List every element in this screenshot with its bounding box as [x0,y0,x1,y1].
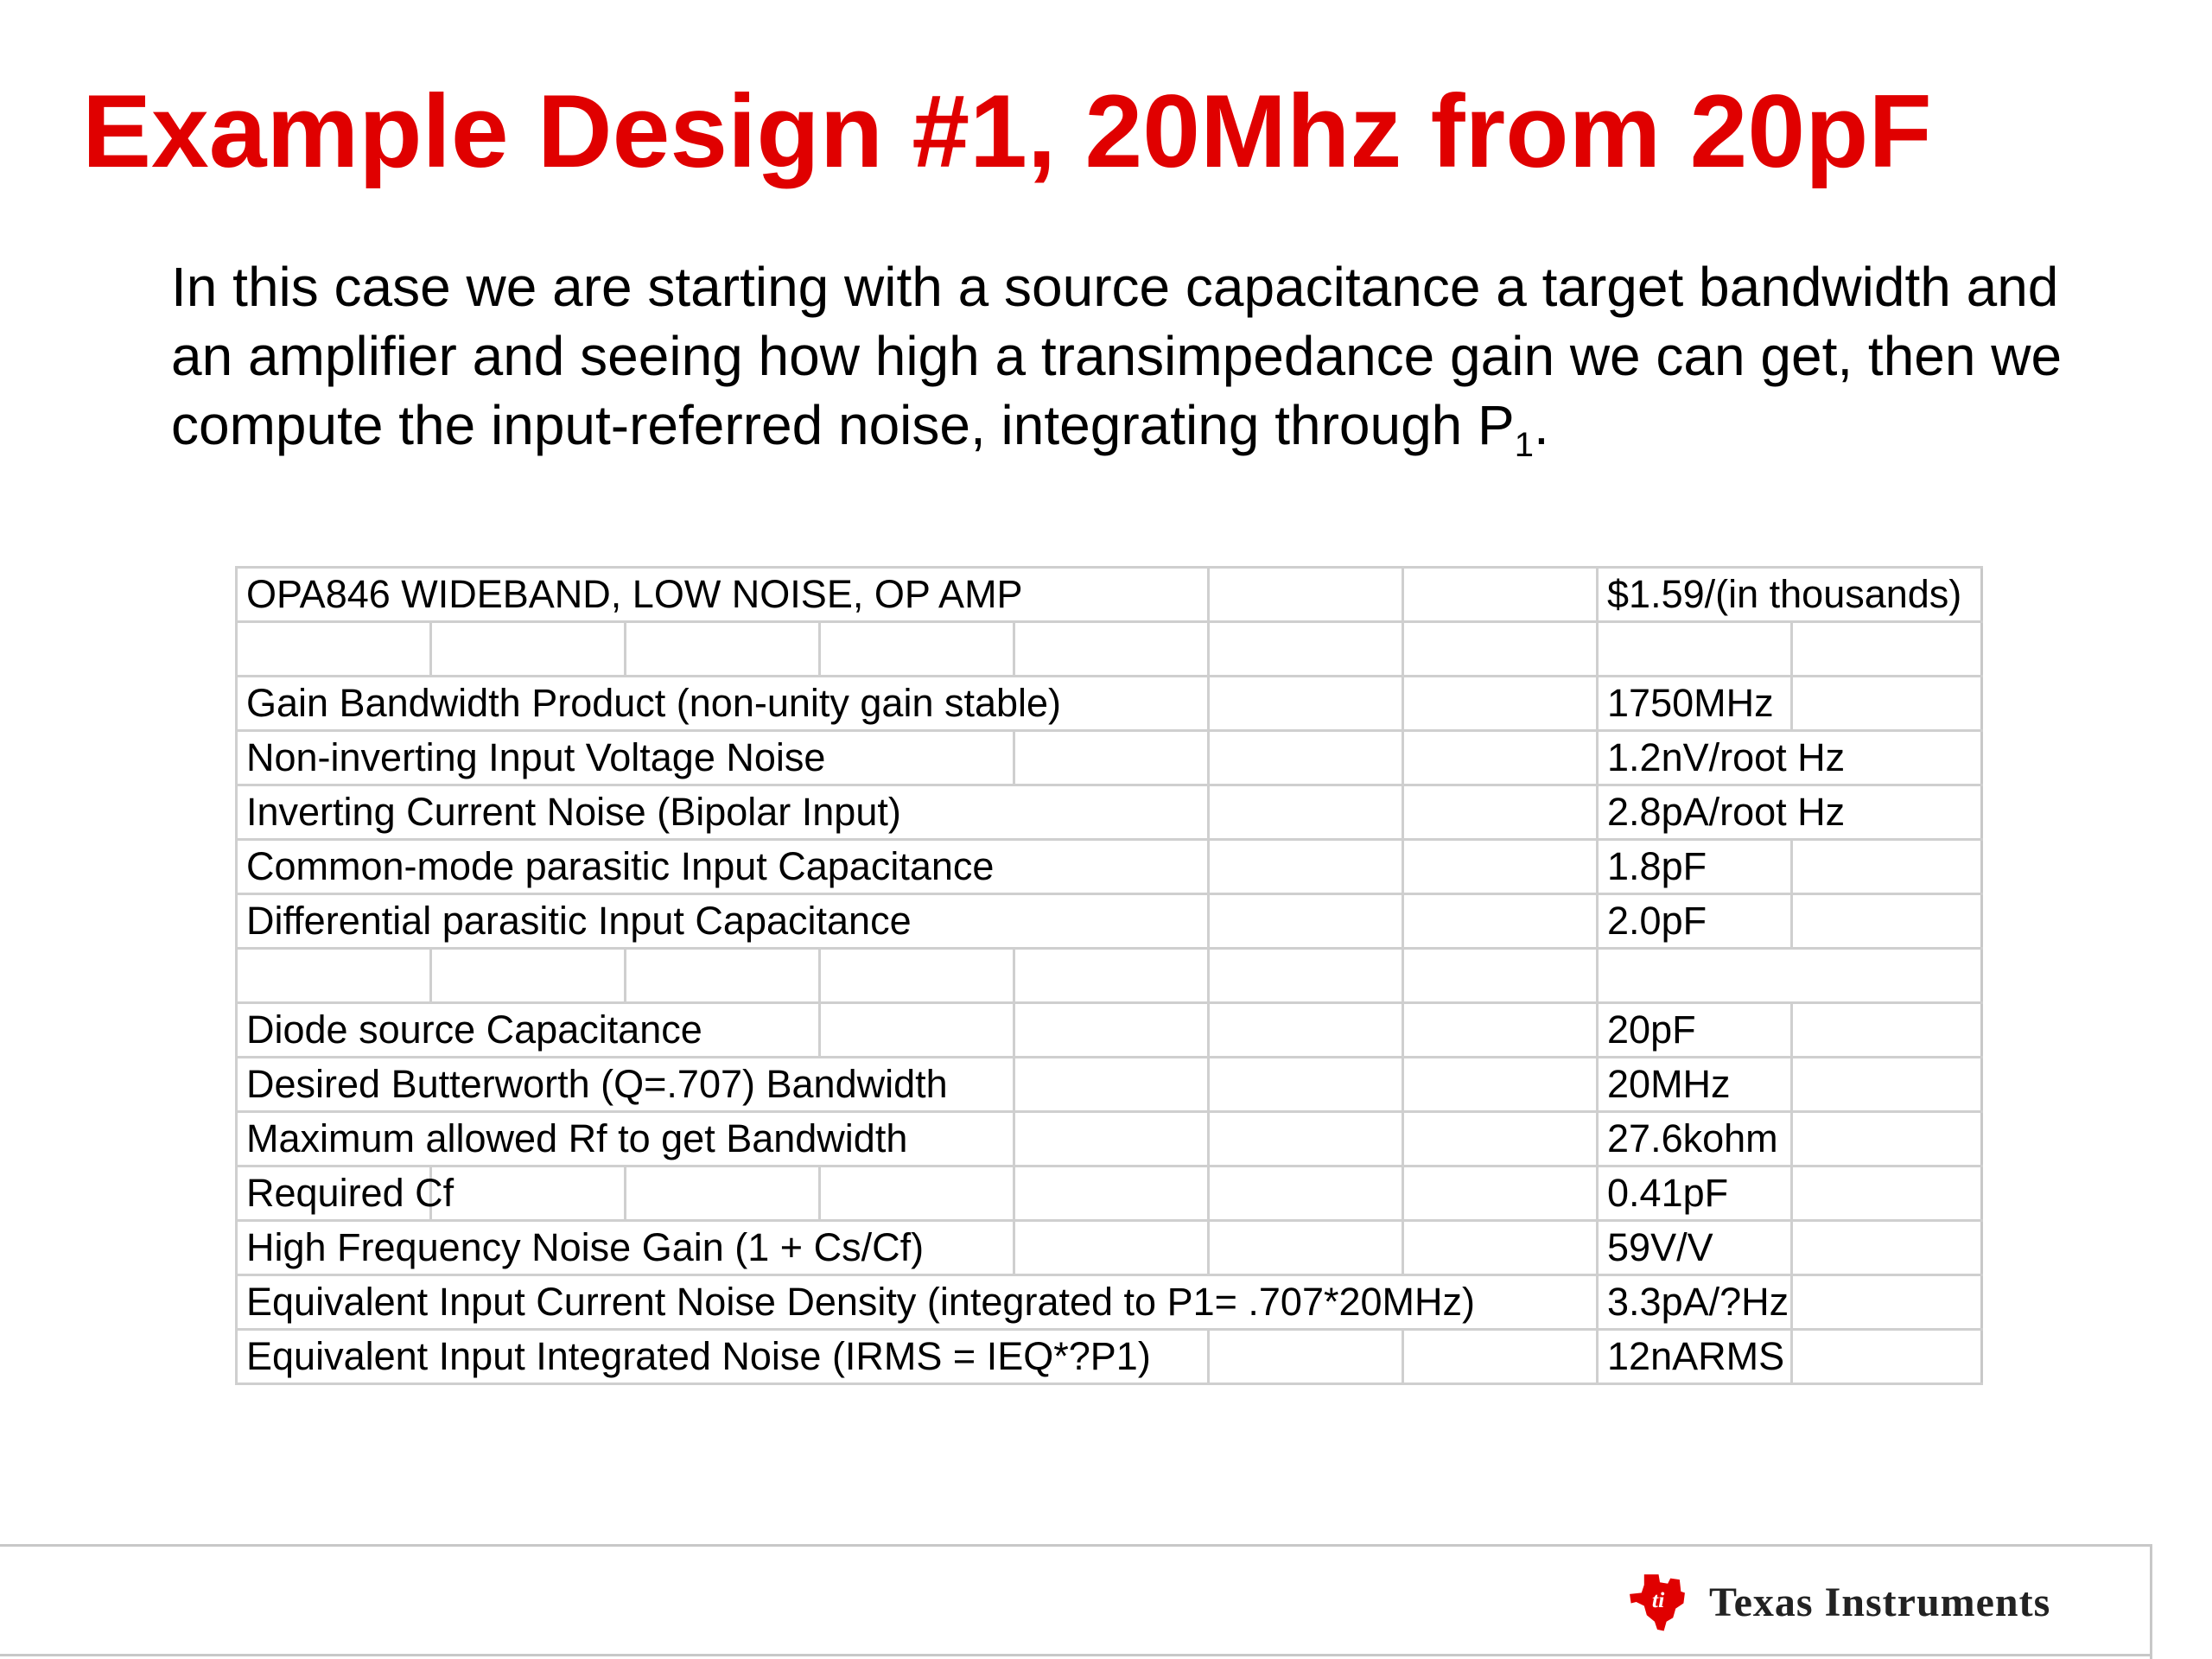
row-value: $1.59/(in thousands) [1598,568,1982,622]
row-label: OPA846 WIDEBAND, LOW NOISE, OP AMP [237,568,1209,622]
row-label: Equivalent Input Integrated Noise (IRMS = IEQ*?P1) [237,1330,1209,1384]
row-value: 2.0pF [1598,894,1792,949]
table-row [237,785,1982,840]
row-label: Desired Butterworth (Q=.707) Bandwidth [237,1058,1014,1112]
row-value: 1750MHz [1598,677,1792,731]
table-row [237,894,1982,949]
table-row [237,677,1982,731]
table-row [237,622,1982,677]
row-label: Differential parasitic Input Capacitance [237,894,1209,949]
table-row [237,1221,1982,1275]
ti-logo [1624,1569,2050,1635]
intro-subscript: 1 [1514,425,1534,464]
row-value: 1.8pF [1598,840,1792,894]
row-value: 1.2nV/root Hz [1598,731,1982,785]
svg-text:ti: ti [1651,1587,1665,1613]
intro-text: In this case we are starting with a source capacitance a target bandwidth and an amplifier and seeing how high a transimpedance gain we can get, then we compute the input-referred noise, integrating through P [171,256,2063,456]
footer-divider [0,1544,2152,1547]
row-label: Common-mode parasitic Input Capacitance [237,840,1209,894]
table-row [237,1330,1982,1384]
row-value: 2.8pA/root Hz [1598,785,1982,840]
table-row [237,1275,1982,1330]
table-row [237,731,1982,785]
row-value: 59V/V [1598,1221,1792,1275]
row-label: High Frequency Noise Gain (1 + Cs/Cf) [237,1221,1014,1275]
row-value: 20MHz [1598,1058,1792,1112]
row-value [1598,949,1982,1003]
row-value: 0.41pF [1598,1166,1792,1221]
row-label: Gain Bandwidth Product (non-unity gain stable) [237,677,1209,731]
row-label: Diode source Capacitance [237,1003,820,1058]
row-label: Non-inverting Input Voltage Noise [237,731,1014,785]
table-row [237,840,1982,894]
table-row [237,568,1982,622]
footer-divider-right [2150,1544,2152,1659]
table-row [237,949,1982,1003]
row-value: 12nARMS [1598,1330,1792,1384]
ti-brand-wordmark: Texas Instruments [1709,1579,2051,1625]
spec-table [235,566,1983,1385]
slide-title: Example Design #1, 20Mhz from 20pF [82,73,1932,189]
ti-state-logo-icon [1624,1569,1690,1635]
row-label: Maximum allowed Rf to get Bandwidth [237,1112,1014,1166]
table-row [237,1058,1982,1112]
row-value: 27.6kohm [1598,1112,1792,1166]
row-label: Required Cf [237,1166,431,1221]
row-value: 20pF [1598,1003,1792,1058]
table-row [237,1166,1982,1221]
table-row [237,1112,1982,1166]
row-label: Inverting Current Noise (Bipolar Input) [237,785,1209,840]
intro-paragraph [171,252,2115,464]
row-value: 3.3pA/?Hz [1598,1275,1792,1330]
row-value [1598,622,1792,677]
table-row [237,1003,1982,1058]
row-label: Equivalent Input Current Noise Density (integrated to P1= .707*20MHz) [237,1275,1598,1330]
intro-period: . [1533,394,1549,456]
footer-divider-bottom [0,1654,2152,1656]
